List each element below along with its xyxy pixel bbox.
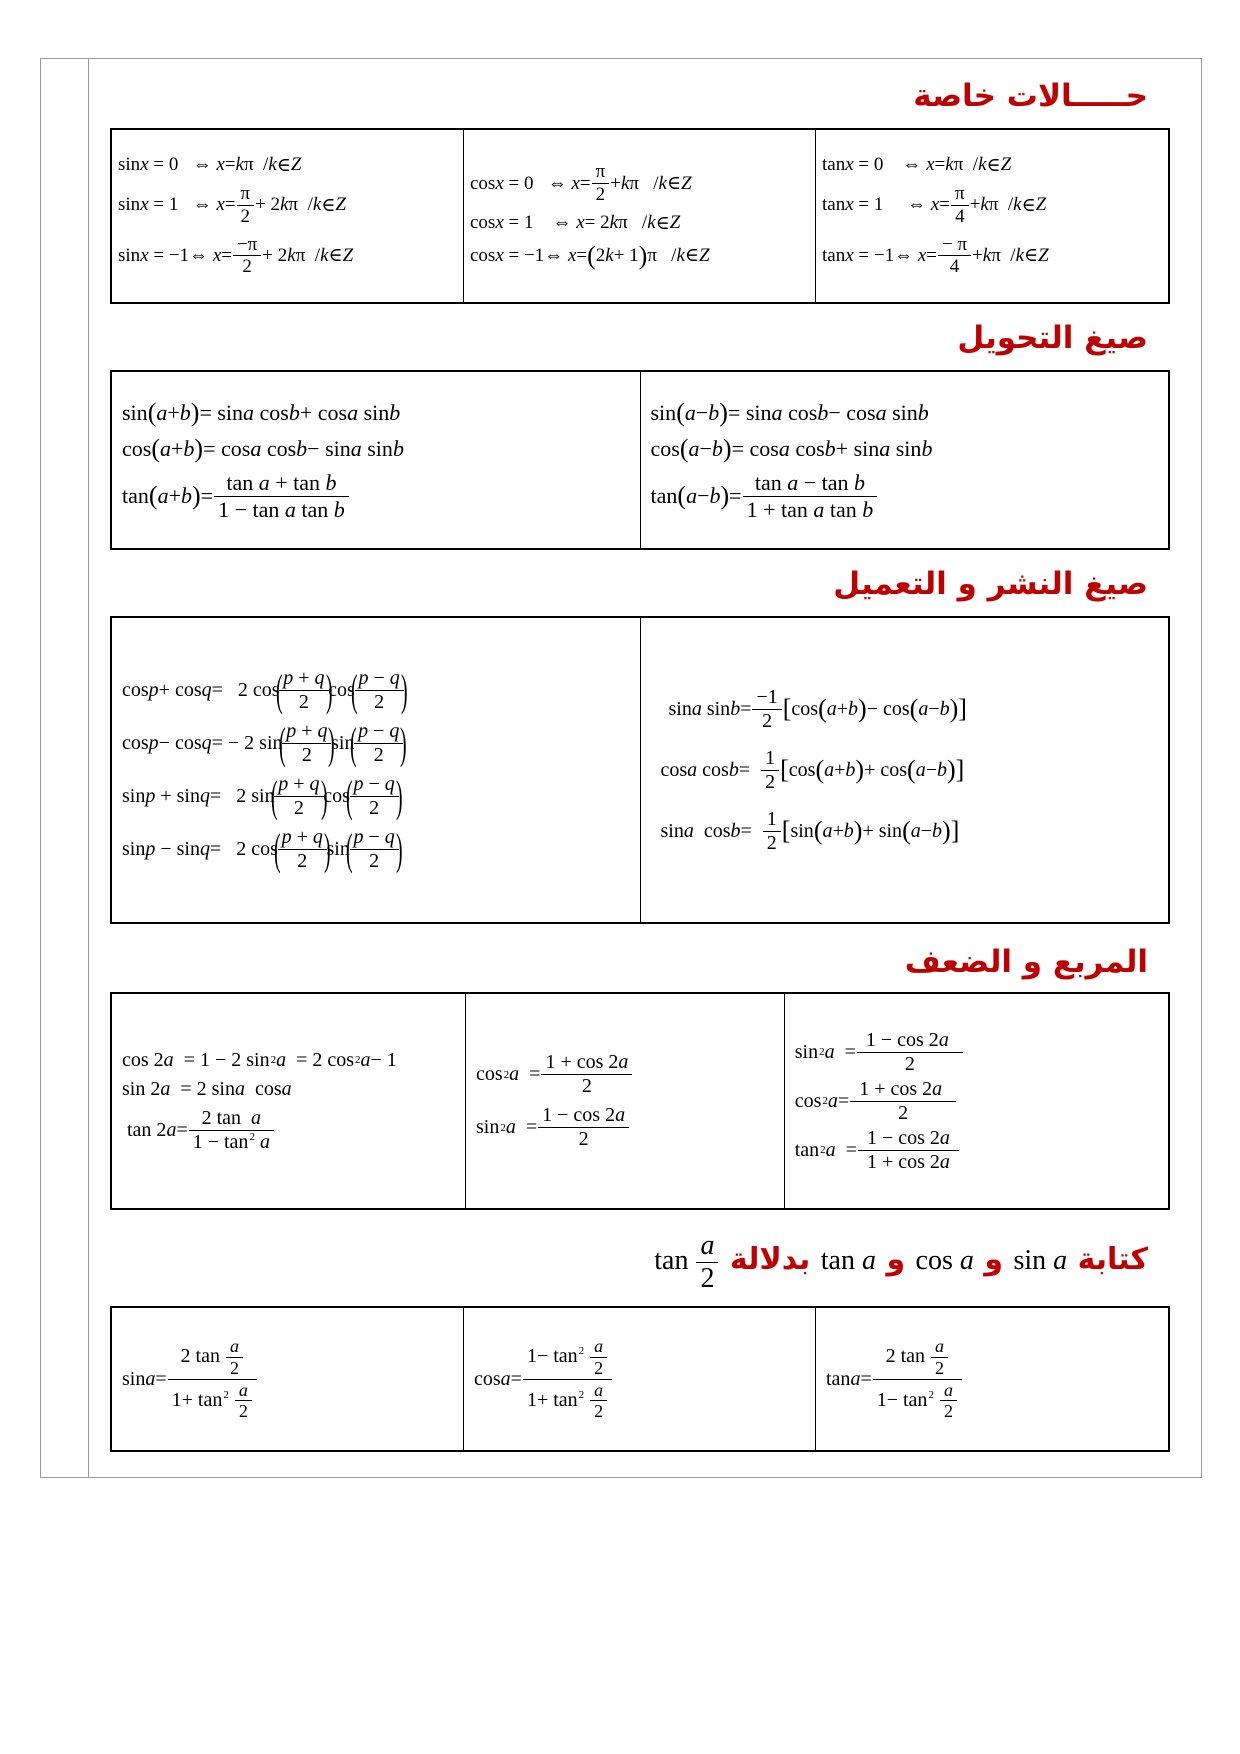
section-title-expansion: صيغ النشر و التعميل [833,566,1148,602]
product-to-sum-cell [640,617,1169,923]
power-reduction-cell [466,993,785,1209]
section-title-square-double: المربع و الضعف [904,944,1148,980]
formula: cos 2 a = 1 + cos 2a 2 [476,1051,778,1098]
formula: cos x = −1⇔ x = ( 2 k + 1 ) π / k ∈ Z [469,240,710,270]
title-tan-a: tan a [820,1245,876,1277]
tan-cases-cell [815,129,1169,303]
section-title-transformation: صيغ التحويل [957,320,1148,356]
square-double-table [110,992,1170,1210]
title-sin-a: sin a [1013,1245,1068,1277]
sum-to-product-cell [111,617,640,923]
formula: sin p + sin q = 2 sin ( p + q 2 ) cos ( p − q 2 ) [122,771,403,821]
transformation-table [110,370,1170,550]
formula: cos ( a − b ) = cos a cos b + sin a sin b [650,434,933,464]
formula: cos a = $1- \tan^2$ $\frac{a}{2}$ $1+ \tan^2$ $\frac{a}{2}$ [474,1336,809,1422]
section-title-special-cases: حـــــالات خاصة [913,78,1148,114]
formula: tan x = 1 ⇔ x = π 4 + k π / k ∈ Z [821,182,1047,227]
title-word-and: و [984,1242,1003,1278]
title-word-write: كتابة [1077,1242,1148,1278]
formula: cos ( a + b ) = cos a cos b − sin a sin b [122,434,404,464]
difference-formulas-cell [640,371,1169,549]
formula: sin a cos b = 1 2 [ sin ( a + b ) + sin ( a − b ) ] [660,807,960,854]
title-word-in-terms-of: بدلالة [729,1242,811,1278]
formula: tan 2 a = 2 tan a $1 - \tan^2 a$ [122,1107,459,1154]
margin-line [88,58,89,1478]
formula: sin 2 a = 2 sin a cos a [122,1077,292,1100]
formula: tan ( a − b ) = tan a − tan b 1 + tan a tan b [651,470,1163,522]
formula: cos 2 a = 1 − 2 sin 2 a = 2 cos 2 a − 1 [122,1048,397,1071]
formula: sin ( a + b ) = sin a cos b + cos a sin b [122,398,401,428]
sum-formulas-cell [111,371,640,549]
title-cos-a: cos a [915,1245,974,1277]
formula: sin 2 a = 1 − cos 2a 2 [476,1104,778,1151]
formula: sin ( a − b ) = sin a cos b − cos a sin b [650,398,929,428]
special-cases-table [110,128,1170,304]
formula: sin x = 0 ⇔ x = k π / k ∈ Z [118,154,302,176]
formula: cos 2 a = 1 + cos 2a 2 [795,1078,1162,1125]
formula: cos p + cos q = 2 cos ( p + q 2 ) cos ( p − q 2 ) [122,665,408,715]
formula: cos x = 1 ⇔ x = 2 k π / k ∈ Z [469,212,681,234]
formula: sin 2 a = 1 − cos 2a 2 [795,1029,1162,1076]
cos-half-cell [463,1307,815,1451]
formula: cos p − cos q = − 2 sin ( p + q 2 ) sin ( p − q 2 ) [122,718,408,768]
formula: sin p − sin q = 2 cos ( p + q 2 ) sin ( p − q 2 ) [122,824,403,874]
squares-cell [784,993,1169,1209]
tan-half-cell [816,1307,1170,1451]
formula: sin x = 1 ⇔ x = π 2 + 2 k π / k ∈ Z [118,182,346,227]
section-title-half-angle [654,1230,1148,1295]
formula: sin a = 2 tan $\frac{a}{2}$ $1+ \tan^2$ $\frac{a}{2}$ [122,1336,457,1422]
title-word-and-2: و [886,1242,906,1278]
formula: tan ( a + b ) = tan a + tan b 1 − tan a tan b [122,470,634,522]
formula: cos x = 0 ⇔ x = π 2 + k π / k ∈ Z [469,161,692,205]
formula: sin a sin b = −1 2 [ cos ( a + b ) − cos ( a − b ) ] [668,685,967,732]
sin-cases-cell [111,129,463,303]
formula: tan x = −1⇔ x = − π 4 + k π / k ∈ Z [821,233,1049,278]
formula: sin x = −1⇔ x = −π 2 + 2 k π / k ∈ Z [118,233,354,278]
formula: tan 2 a = 1 − cos 2a 1 + cos 2a [795,1127,1162,1174]
expansion-table [110,616,1170,924]
half-angle-table [110,1306,1170,1452]
sin-half-cell [111,1307,463,1451]
formula: tan a = 2 tan $\frac{a}{2}$ $1- \tan^2$ $\frac{a}{2}$ [826,1336,1162,1422]
formula: tan x = 0 ⇔ x = k π / k ∈ Z [821,154,1012,176]
title-tan-half-a: tan $\frac{a}{2}$ [654,1245,719,1276]
formula: cos a cos b = 1 2 [ cos ( a + b ) + cos ( a − b ) ] [660,746,965,793]
cos-cases-cell [463,129,815,303]
double-angle-cell [111,993,466,1209]
